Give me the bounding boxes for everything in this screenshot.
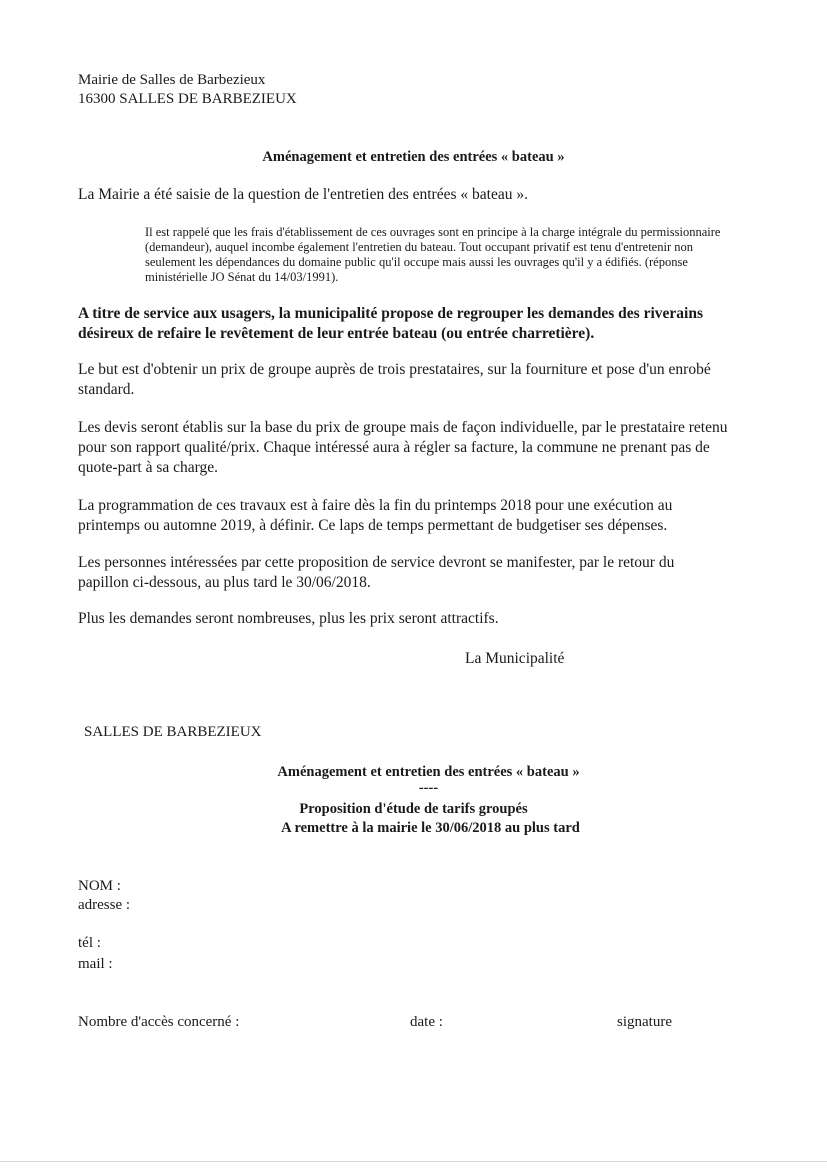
- paragraph-goal: Le but est d'obtenir un prix de groupe auprès de trois prestataires, sur la fourniture et pose d'un enrobé standard.: [78, 361, 711, 398]
- legal-reminder-quote: Il est rappelé que les frais d'établissement de ces ouvrages sont en principe à la charge intégrale du permissionnaire (demandeur), auquel incombe également l'entretien du bateau. Tout occupant privatif est tenu d'entretenir non seulement les dépendances du domaine public qu'il occupe mais aussi les ouvrages qu'il y a édifiés. (réponse ministérielle JO Sénat du 14/03/1991).: [145, 225, 721, 284]
- mairie-address: 16300 SALLES DE BARBEZIEUX: [78, 91, 297, 107]
- field-mail-label: mail :: [78, 956, 113, 972]
- slip-title: Aménagement et entretien des entrées « bateau »: [277, 764, 580, 780]
- intro-paragraph: La Mairie a été saisie de la question de l'entretien des entrées « bateau ».: [78, 186, 528, 203]
- paragraph-deadline: Les personnes intéressées par cette proposition de service devront se manifester, par le retour du papillon ci-dessous, au plus tard le 30/06/2018.: [78, 554, 675, 591]
- mairie-name: Mairie de Salles de Barbezieux: [78, 72, 266, 88]
- slip-town: SALLES DE BARBEZIEUX: [84, 724, 262, 740]
- paragraph-schedule: La programmation de ces travaux est à faire dès la fin du printemps 2018 pour une exécution au printemps ou automne 2019, à définir. Ce laps de temps permettant de budgetiser ses dépenses.: [78, 497, 673, 534]
- field-date-label: date :: [410, 1014, 443, 1030]
- scan-edge-line: [0, 1161, 827, 1162]
- field-tel-label: tél :: [78, 935, 101, 951]
- field-nombre-acces-label: Nombre d'accès concerné :: [78, 1014, 240, 1030]
- letter-title: Aménagement et entretien des entrées « bateau »: [262, 149, 565, 165]
- service-announcement: A titre de service aux usagers, la municipalité propose de regrouper les demandes des riverains désireux de refaire le revêtement de leur entrée bateau (ou entrée charretière).: [78, 305, 703, 342]
- field-nom-label: NOM :: [78, 878, 121, 894]
- slip-separator: ----: [418, 780, 439, 796]
- field-adresse-label: adresse :: [78, 897, 131, 913]
- slip-subtitle: Proposition d'étude de tarifs groupés: [299, 801, 528, 817]
- field-signature-label: signature: [617, 1014, 672, 1030]
- paragraph-closing: Plus les demandes seront nombreuses, plus les prix seront attractifs.: [78, 610, 499, 627]
- letter-signature: La Municipalité: [465, 650, 565, 667]
- paragraph-quotes: Les devis seront établis sur la base du prix de groupe mais de façon individuelle, par le prestataire retenu pour son rapport qualité/prix. Chaque intéressé aura à régler sa facture, la commune ne prenant pas de quote-part à sa charge.: [78, 419, 728, 476]
- slip-deadline: A remettre à la mairie le 30/06/2018 au plus tard: [281, 820, 580, 836]
